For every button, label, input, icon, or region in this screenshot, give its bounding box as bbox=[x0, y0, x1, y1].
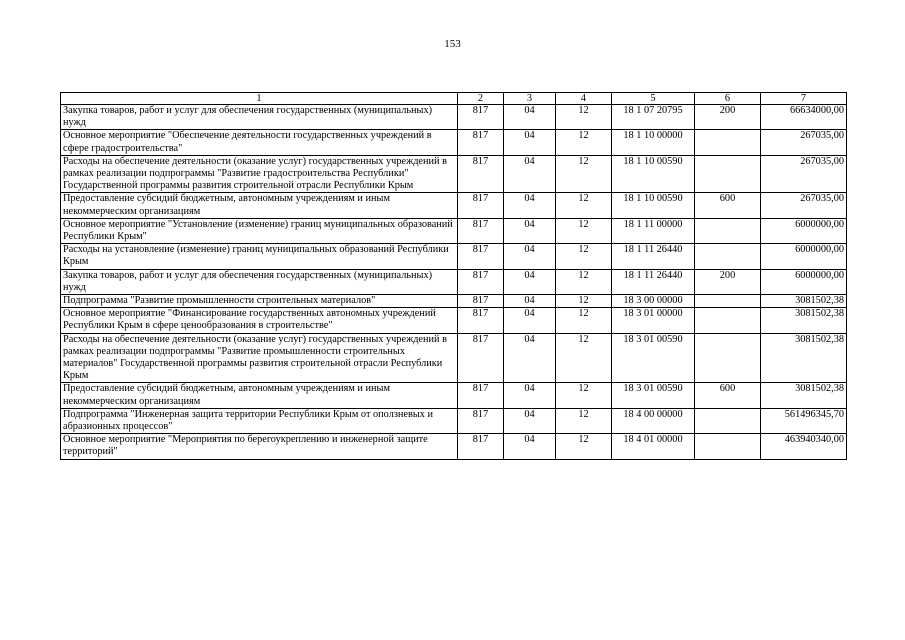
table-row bbox=[61, 295, 847, 308]
sum-cell: 6000000,00 bbox=[761, 218, 847, 243]
expense-type-cell: 600 bbox=[695, 383, 761, 408]
ministry-code-cell: 817 bbox=[458, 408, 504, 433]
subsection-code-cell: 12 bbox=[556, 105, 612, 130]
section-code-cell: 04 bbox=[504, 269, 556, 294]
table-row bbox=[61, 193, 847, 218]
ministry-code-cell: 817 bbox=[458, 434, 504, 459]
ministry-code-cell: 817 bbox=[458, 295, 504, 308]
expense-type-cell bbox=[695, 295, 761, 308]
subsection-code-cell: 12 bbox=[556, 130, 612, 155]
table-row bbox=[61, 333, 847, 383]
sum-cell: 6000000,00 bbox=[761, 269, 847, 294]
sum-cell: 3081502,38 bbox=[761, 333, 847, 383]
row-name-cell: Подпрограмма "Развитие промышленности строительных материалов" bbox=[61, 295, 458, 308]
ministry-code-cell: 817 bbox=[458, 308, 504, 333]
target-article-cell: 18 3 01 00590 bbox=[612, 333, 695, 383]
subsection-code-cell: 12 bbox=[556, 155, 612, 193]
section-code-cell: 04 bbox=[504, 383, 556, 408]
target-article-cell: 18 1 11 00000 bbox=[612, 218, 695, 243]
row-name-cell: Закупка товаров, работ и услуг для обеспечения государственных (муниципальных) нужд bbox=[61, 269, 458, 294]
section-code-cell: 04 bbox=[504, 434, 556, 459]
subsection-code-cell: 12 bbox=[556, 383, 612, 408]
subsection-code-cell: 12 bbox=[556, 295, 612, 308]
column-header: 6 bbox=[695, 93, 761, 105]
sum-cell: 561496345,70 bbox=[761, 408, 847, 433]
subsection-code-cell: 12 bbox=[556, 193, 612, 218]
expense-type-cell: 200 bbox=[695, 269, 761, 294]
subsection-code-cell: 12 bbox=[556, 269, 612, 294]
ministry-code-cell: 817 bbox=[458, 155, 504, 193]
sum-cell: 3081502,38 bbox=[761, 383, 847, 408]
column-header: 5 bbox=[612, 93, 695, 105]
ministry-code-cell: 817 bbox=[458, 105, 504, 130]
column-header: 7 bbox=[761, 93, 847, 105]
table-row bbox=[61, 383, 847, 408]
expense-type-cell bbox=[695, 244, 761, 269]
row-name-cell: Основное мероприятие "Финансирование государственных автономных учреждений Республики Крым в сфере ценообразования в строительстве" bbox=[61, 308, 458, 333]
row-name-cell: Основное мероприятие "Обеспечение деятельности государственных учреждений в сфере градостроительства" bbox=[61, 130, 458, 155]
expense-type-cell bbox=[695, 408, 761, 433]
sum-cell: 267035,00 bbox=[761, 193, 847, 218]
table-row bbox=[61, 434, 847, 459]
table-row bbox=[61, 155, 847, 193]
column-header: 3 bbox=[504, 93, 556, 105]
sum-cell: 463940340,00 bbox=[761, 434, 847, 459]
table-row bbox=[61, 244, 847, 269]
table-row bbox=[61, 308, 847, 333]
section-code-cell: 04 bbox=[504, 408, 556, 433]
table-row bbox=[61, 218, 847, 243]
sum-cell: 3081502,38 bbox=[761, 295, 847, 308]
subsection-code-cell: 12 bbox=[556, 408, 612, 433]
section-code-cell: 04 bbox=[504, 308, 556, 333]
target-article-cell: 18 3 01 00000 bbox=[612, 308, 695, 333]
table-row bbox=[61, 105, 847, 130]
section-code-cell: 04 bbox=[504, 130, 556, 155]
expense-type-cell bbox=[695, 130, 761, 155]
sum-cell: 3081502,38 bbox=[761, 308, 847, 333]
sum-cell: 267035,00 bbox=[761, 130, 847, 155]
expense-type-cell: 600 bbox=[695, 193, 761, 218]
expense-type-cell bbox=[695, 218, 761, 243]
target-article-cell: 18 3 01 00590 bbox=[612, 383, 695, 408]
row-name-cell: Основное мероприятие "Установление (изменение) границ муниципальных образований Республики Крым" bbox=[61, 218, 458, 243]
section-code-cell: 04 bbox=[504, 218, 556, 243]
section-code-cell: 04 bbox=[504, 105, 556, 130]
budget-table bbox=[60, 92, 847, 460]
row-name-cell: Расходы на обеспечение деятельности (оказание услуг) государственных учреждений в рамках реализации подпрограммы "Развитие промышленности строительных материалов" Государственной программы развития строительной отрасли Республики Крым bbox=[61, 333, 458, 383]
target-article-cell: 18 1 10 00590 bbox=[612, 155, 695, 193]
table-row bbox=[61, 408, 847, 433]
row-name-cell: Основное мероприятие "Мероприятия по берегоукреплению и инженерной защите территорий" bbox=[61, 434, 458, 459]
sum-cell: 66634000,00 bbox=[761, 105, 847, 130]
table-body bbox=[61, 105, 847, 460]
expense-type-cell bbox=[695, 434, 761, 459]
sum-cell: 6000000,00 bbox=[761, 244, 847, 269]
subsection-code-cell: 12 bbox=[556, 244, 612, 269]
section-code-cell: 04 bbox=[504, 295, 556, 308]
table-row bbox=[61, 269, 847, 294]
ministry-code-cell: 817 bbox=[458, 333, 504, 383]
target-article-cell: 18 1 11 26440 bbox=[612, 269, 695, 294]
sum-cell: 267035,00 bbox=[761, 155, 847, 193]
subsection-code-cell: 12 bbox=[556, 434, 612, 459]
target-article-cell: 18 1 10 00590 bbox=[612, 193, 695, 218]
page-number: 153 bbox=[444, 38, 461, 50]
target-article-cell: 18 4 01 00000 bbox=[612, 434, 695, 459]
subsection-code-cell: 12 bbox=[556, 218, 612, 243]
expense-type-cell: 200 bbox=[695, 105, 761, 130]
ministry-code-cell: 817 bbox=[458, 218, 504, 243]
expense-type-cell bbox=[695, 155, 761, 193]
row-name-cell: Подпрограмма "Инженерная защита территории Республики Крым от оползневых и абразионных процессов" bbox=[61, 408, 458, 433]
ministry-code-cell: 817 bbox=[458, 383, 504, 408]
section-code-cell: 04 bbox=[504, 155, 556, 193]
table-header-row bbox=[61, 93, 847, 105]
ministry-code-cell: 817 bbox=[458, 130, 504, 155]
section-code-cell: 04 bbox=[504, 333, 556, 383]
column-header: 2 bbox=[458, 93, 504, 105]
expense-type-cell bbox=[695, 308, 761, 333]
table-row bbox=[61, 130, 847, 155]
column-header: 4 bbox=[556, 93, 612, 105]
section-code-cell: 04 bbox=[504, 244, 556, 269]
row-name-cell: Расходы на обеспечение деятельности (оказание услуг) государственных учреждений в рамках реализации подпрограммы "Развитие градостроительства Республики" Государственной программы развития строительной отрасли Республики Крым bbox=[61, 155, 458, 193]
target-article-cell: 18 1 07 20795 bbox=[612, 105, 695, 130]
target-article-cell: 18 1 11 26440 bbox=[612, 244, 695, 269]
ministry-code-cell: 817 bbox=[458, 193, 504, 218]
row-name-cell: Расходы на установление (изменение) границ муниципальных образований Республики Крым bbox=[61, 244, 458, 269]
ministry-code-cell: 817 bbox=[458, 244, 504, 269]
row-name-cell: Предоставление субсидий бюджетным, автономным учреждениям и иным некоммерческим организациям bbox=[61, 383, 458, 408]
ministry-code-cell: 817 bbox=[458, 269, 504, 294]
subsection-code-cell: 12 bbox=[556, 333, 612, 383]
column-header: 1 bbox=[61, 93, 458, 105]
expense-type-cell bbox=[695, 333, 761, 383]
row-name-cell: Закупка товаров, работ и услуг для обеспечения государственных (муниципальных) нужд bbox=[61, 105, 458, 130]
target-article-cell: 18 4 00 00000 bbox=[612, 408, 695, 433]
row-name-cell: Предоставление субсидий бюджетным, автономным учреждениям и иным некоммерческим организациям bbox=[61, 193, 458, 218]
section-code-cell: 04 bbox=[504, 193, 556, 218]
subsection-code-cell: 12 bbox=[556, 308, 612, 333]
target-article-cell: 18 1 10 00000 bbox=[612, 130, 695, 155]
target-article-cell: 18 3 00 00000 bbox=[612, 295, 695, 308]
